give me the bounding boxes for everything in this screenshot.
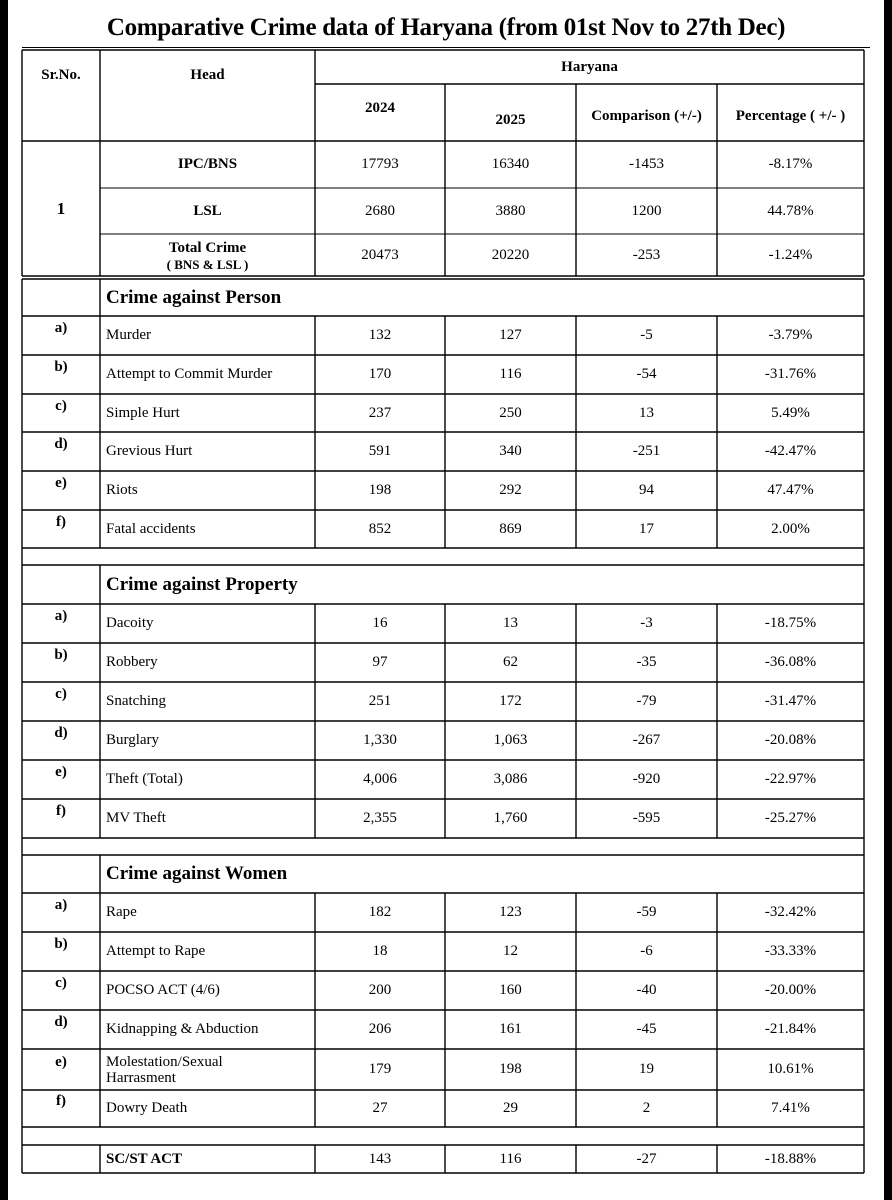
row-sr-no: f)	[56, 513, 66, 530]
value-percentage: -8.17%	[768, 156, 813, 172]
value-2024: 198	[368, 482, 392, 498]
value-2024: 1,330	[363, 732, 397, 748]
value-2025: 20220	[491, 246, 530, 263]
header-2025: 2025	[495, 112, 526, 128]
value-2025: 1,760	[493, 810, 528, 826]
value-2025: 3880	[495, 202, 526, 219]
value-2024: 143	[368, 1150, 392, 1167]
value-comparison: -595	[632, 810, 661, 826]
value-percentage: -20.08%	[764, 732, 817, 748]
value-2024: 20473	[361, 246, 399, 263]
value-2025: 161	[499, 1021, 522, 1037]
row-sr-no: f)	[56, 1093, 66, 1109]
section-title: Crime against Person	[106, 286, 282, 308]
value-percentage: -20.00%	[764, 982, 817, 998]
row-sr-no: b)	[54, 359, 68, 375]
value-2024: 132	[368, 327, 392, 343]
value-percentage: 5.49%	[771, 404, 810, 421]
row-head: IPC/BNS	[177, 156, 238, 172]
scst-head: SC/ST ACT	[106, 1150, 183, 1167]
value-comparison: -79	[636, 693, 657, 709]
row-head: LSL	[193, 202, 222, 219]
value-comparison: -267	[632, 732, 661, 748]
title-underline	[22, 47, 870, 48]
row-sr-no: e)	[55, 764, 67, 780]
row-head: Attempt to Rape	[106, 943, 206, 959]
value-2025: 172	[499, 693, 522, 709]
row-head: POCSO ACT (4/6)	[106, 982, 220, 998]
row-head: Molestation/Sexual	[106, 1053, 223, 1070]
row-head: Dowry Death	[106, 1100, 188, 1116]
value-2025: 12	[503, 943, 518, 959]
value-2025: 116	[499, 1150, 522, 1167]
value-2024: 237	[368, 404, 392, 421]
value-comparison: -3	[640, 615, 653, 631]
value-2025: 29	[503, 1100, 518, 1116]
row-head: Murder	[106, 327, 151, 343]
value-percentage: -21.84%	[764, 1021, 817, 1037]
value-comparison: 1200	[631, 202, 662, 219]
value-2025: 3,086	[493, 771, 528, 787]
value-comparison: 19	[639, 1061, 654, 1077]
value-2024: 2680	[365, 202, 395, 219]
value-2025: 340	[499, 443, 522, 459]
value-2024: 591	[368, 443, 392, 459]
row-head-line2: ( BNS & LSL )	[166, 257, 249, 272]
summary-sr-no: 1	[56, 198, 66, 218]
value-comparison: 13	[639, 404, 654, 421]
row-head: Kidnapping & Abduction	[106, 1021, 259, 1037]
value-percentage: -33.33%	[764, 943, 817, 959]
value-percentage: 44.78%	[767, 202, 814, 219]
value-comparison: -920	[632, 771, 661, 787]
value-2025: 250	[499, 404, 522, 421]
row-sr-no: c)	[55, 686, 67, 702]
value-2025: 198	[499, 1061, 522, 1077]
row-head: Rape	[106, 904, 137, 920]
value-2024: 852	[368, 520, 392, 537]
value-2025: 62	[503, 654, 518, 670]
value-2025: 13	[503, 615, 518, 631]
row-sr-no: e)	[55, 475, 67, 491]
value-2025: 123	[499, 904, 522, 920]
row-sr-no: a)	[54, 320, 68, 336]
section-title: Crime against Women	[106, 863, 288, 884]
value-2024: 17793	[361, 156, 399, 172]
row-head: Fatal accidents	[106, 520, 196, 537]
value-comparison: -1453	[629, 156, 664, 172]
value-percentage: 7.41%	[771, 1100, 810, 1116]
value-comparison: -251	[632, 443, 661, 459]
value-comparison: -40	[636, 982, 657, 998]
value-2025: 869	[499, 520, 522, 537]
value-2024: 97	[372, 654, 388, 670]
value-percentage: -42.47%	[764, 443, 817, 459]
value-percentage: -18.88%	[764, 1150, 817, 1167]
value-2024: 206	[368, 1021, 392, 1037]
value-percentage: 2.00%	[771, 520, 810, 537]
row-head: Robbery	[106, 654, 158, 670]
section-title: Crime against Property	[106, 573, 298, 595]
value-percentage: -22.97%	[764, 771, 817, 787]
value-2025: 1,063	[493, 732, 528, 748]
row-head: Burglary	[106, 732, 160, 748]
row-head: Grevious Hurt	[106, 443, 193, 459]
value-2024: 182	[368, 904, 392, 920]
row-head: Riots	[106, 482, 138, 498]
value-2024: 251	[368, 693, 392, 709]
value-2025: 116	[499, 366, 522, 382]
value-2024: 4,006	[363, 771, 397, 787]
value-percentage: -3.79%	[768, 327, 813, 343]
row-head: Attempt to Commit Murder	[106, 366, 273, 382]
value-comparison: 94	[639, 482, 654, 498]
header-2024: 2024	[365, 100, 395, 116]
value-comparison: -5	[640, 327, 653, 343]
value-2024: 179	[368, 1061, 392, 1077]
value-comparison: -45	[636, 1021, 657, 1037]
row-sr-no: c)	[55, 975, 67, 991]
value-comparison: -27	[636, 1150, 657, 1167]
value-percentage: -1.24%	[768, 246, 813, 263]
row-sr-no: d)	[54, 436, 68, 452]
row-sr-no: f)	[56, 803, 66, 819]
value-comparison: -54	[636, 366, 657, 382]
value-2024: 18	[372, 943, 388, 959]
header-percentage: Percentage ( +/- )	[735, 108, 846, 124]
header-head: Head	[190, 67, 225, 83]
value-percentage: 10.61%	[767, 1061, 814, 1077]
value-percentage: -36.08%	[764, 654, 817, 670]
row-sr-no: d)	[54, 1014, 68, 1030]
row-sr-no: a)	[54, 608, 68, 624]
row-sr-no: a)	[54, 897, 68, 913]
header-state: Haryana	[561, 58, 618, 75]
value-2024: 27	[372, 1100, 388, 1116]
header-sr-no: Sr.No.	[41, 67, 81, 83]
row-head: Simple Hurt	[106, 404, 180, 421]
value-2024: 16	[372, 615, 388, 631]
page-title: Comparative Crime data of Haryana (from 01st Nov to 27th Dec)	[106, 14, 786, 41]
value-comparison: 17	[639, 520, 654, 537]
value-percentage: -31.76%	[764, 366, 817, 382]
row-sr-no: b)	[54, 936, 68, 952]
row-sr-no: e)	[55, 1054, 67, 1070]
row-sr-no: c)	[55, 397, 67, 414]
row-head: Snatching	[106, 693, 166, 709]
value-comparison: -35	[636, 654, 657, 670]
value-2025: 127	[499, 327, 522, 343]
value-2024: 170	[368, 366, 392, 382]
value-percentage: -31.47%	[764, 693, 817, 709]
value-2024: 200	[368, 982, 392, 998]
row-head-line2: Harrasment	[106, 1069, 176, 1086]
value-comparison: 2	[642, 1100, 651, 1116]
row-sr-no: b)	[54, 647, 68, 663]
header-comparison: Comparison (+/-)	[591, 108, 702, 124]
document-page	[8, 0, 884, 1200]
row-head: MV Theft	[106, 810, 166, 826]
value-percentage: -25.27%	[764, 810, 817, 826]
value-comparison: -253	[632, 246, 661, 263]
row-head: Total Crime	[168, 239, 247, 256]
row-sr-no: d)	[54, 725, 68, 741]
row-head: Theft (Total)	[106, 771, 183, 787]
value-2025: 16340	[491, 156, 530, 172]
value-2025: 160	[499, 982, 522, 998]
row-head: Dacoity	[106, 615, 154, 631]
value-2024: 2,355	[363, 810, 397, 826]
value-percentage: -18.75%	[764, 615, 817, 631]
value-2025: 292	[499, 482, 522, 498]
value-comparison: -59	[636, 904, 657, 920]
value-comparison: -6	[640, 943, 653, 959]
value-percentage: -32.42%	[764, 904, 817, 920]
value-percentage: 47.47%	[767, 482, 814, 498]
